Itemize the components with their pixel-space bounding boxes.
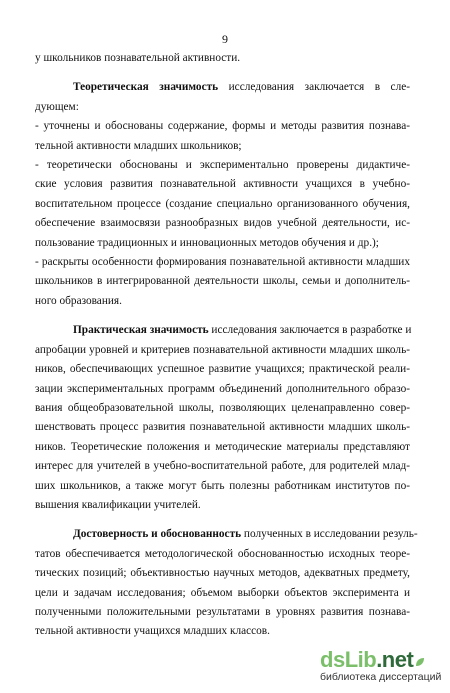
text-line: пользование традиционных и инновационных методов обучения и др.); [35,236,379,249]
text-line: ников, обеспечивающих успешное развитие учащихся; практической реали- [35,363,410,376]
text-line: ного образования. [35,294,122,307]
text-line: - раскрыты особенности формирования познавательной активности младших [35,256,410,269]
text-line: дующем: [35,100,79,113]
text-line: школьников в интегрированной деятельности школы, семьи и дополнитель- [35,275,410,288]
text-line: Достоверность и обоснованность полученных в исследовании резуль- [73,528,418,541]
page-number: 9 [222,32,228,46]
text-line: тельной активности младших школьников; [35,139,242,152]
text-line: - теоретически обоснованы и экспериментально проверены дидактиче- [35,159,410,172]
logo-net: .net [376,647,414,672]
dslib-logo [320,647,440,673]
bold-term: Достоверность и обоснованность [73,528,242,541]
text-line: шенствовать процесс развития познавательной активности младших школь- [35,421,410,434]
bold-term: Практическая значимость [73,324,209,337]
text-line: ших школьников, а также могут быть полезны работникам институтов по- [35,479,410,492]
text-line: интерес для учителей в учебно-воспитательной работе, для родителей млад- [35,460,410,473]
text-line: зации экспериментальных программ объединений дополнительного образо- [35,382,410,395]
text-line: вышения квалификации учителей. [35,498,201,511]
watermark-caption: библиотека диссертаций [320,671,442,683]
text-line: тических позиций; объективностью научных методов, адекватных предмету, [35,567,410,580]
text-line: цели и задачам исследования; объемом выборки объектов эксперимента и [35,586,410,599]
text-line: ников. Теоретические положения и методические материалы представляют [35,440,410,453]
logo-lib: Lib [344,647,377,672]
text-line: обеспечение взаимосвязи разнообразных видов учебной деятельности, ис- [35,217,410,230]
text-line: воспитательном процессе (создание специально организованного обучения, [35,197,410,210]
text-line: Практическая значимость исследования заключается в разработке и [73,324,412,337]
text-line: татов обеспечивается методологической обоснованностью исходных теоре- [35,547,410,560]
text-line: вания общеобразовательной школы, позволяющих целенаправленно совер- [35,401,410,414]
dslib-watermark [320,647,440,683]
text-line: полученными положительными результатами в уровнях развития познава- [35,605,410,618]
leaf-icon [415,657,425,667]
text-line: Теоретическая значимость исследования заключается в сле- [73,81,410,94]
text-line: ские условия развития познавательной активности учащихся в учебно- [35,178,410,191]
bold-term: Теоретическая значимость [73,81,219,94]
document-body [35,49,418,642]
text-line: у школьников познавательной активности. [35,52,241,64]
text-line: апробации уровней и критериев познавательной активности младших школь- [35,343,410,356]
logo-ds: ds [320,647,345,672]
text-line: тельной активности учащихся младших классов. [35,625,270,638]
text-line: - уточнены и обоснованы содержание, формы и методы развития познава- [35,120,410,133]
